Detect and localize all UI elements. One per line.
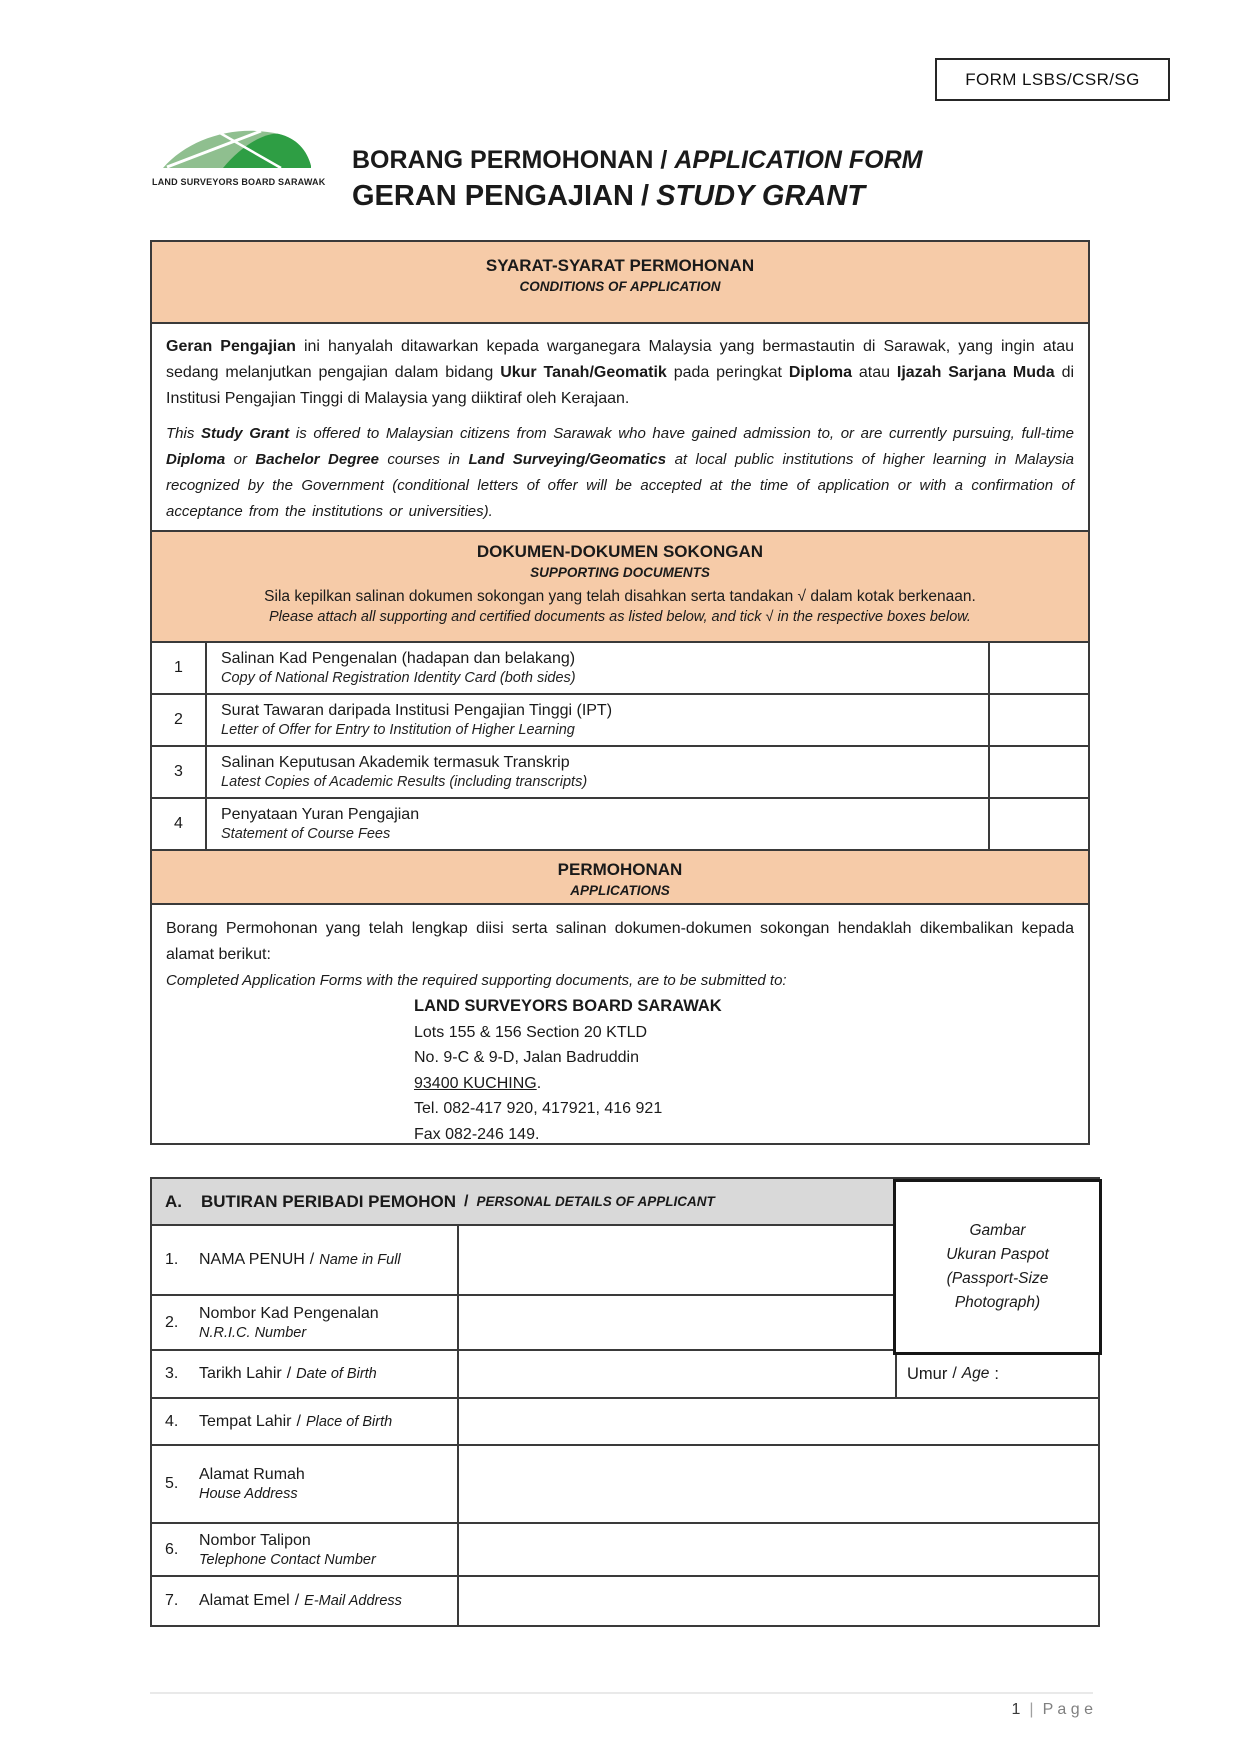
- photo-box-line1: Gambar: [969, 1222, 1026, 1239]
- lsbs-logo-icon: [161, 157, 313, 174]
- section-a-table: [150, 1177, 1100, 1627]
- field-label-text: Nombor Talipon Telephone Contact Number: [199, 1531, 376, 1568]
- document-row: [152, 693, 1088, 745]
- title1-my: BORANG PERMOHONAN: [352, 146, 654, 174]
- logo-caption: LAND SURVEYORS BOARD SARAWAK: [152, 177, 326, 187]
- form-title: [352, 146, 923, 213]
- document-checkbox-cell[interactable]: [990, 643, 1088, 693]
- document-desc-en: Copy of National Registration Identity Card (both sides): [221, 670, 576, 686]
- applications-body: [152, 903, 1088, 1143]
- section-a-title-en: PERSONAL DETAILS OF APPLICANT: [476, 1194, 715, 1209]
- field-label-text: Alamat Emel / E-Mail Address: [199, 1592, 402, 1609]
- section-a-index: A.: [165, 1191, 182, 1211]
- dob-input-cell[interactable]: [457, 1351, 895, 1397]
- section-a-title-my: BUTIRAN PERIBADI PEMOHON: [201, 1191, 457, 1211]
- document-desc-en: Statement of Course Fees: [221, 826, 391, 842]
- document-description: [207, 643, 990, 693]
- photo-box: [893, 1179, 1102, 1355]
- documents-instruction-my: Sila kepilkan salinan dokumen sokongan yang telah disahkan serta tandakan √ dalam kotak berkenaan.: [264, 588, 976, 605]
- title2-separator: /: [641, 180, 650, 212]
- field-label: [152, 1226, 457, 1294]
- address-name: LAND SURVEYORS BOARD SARAWAK: [414, 997, 722, 1015]
- field-label-text: NAMA PENUH / Name in Full: [199, 1251, 401, 1268]
- section-a-separator: /: [464, 1192, 469, 1210]
- applications-paragraph-en: Completed Application Forms with the required supporting documents, are to be submitted to:: [166, 972, 787, 989]
- address-fax: Fax 082-246 149.: [414, 1125, 540, 1143]
- field-row-dob: [152, 1349, 1098, 1397]
- field-number: 5.: [165, 1475, 179, 1492]
- footer-rule: [150, 1692, 1093, 1694]
- title1-separator: /: [660, 146, 668, 174]
- address-block: [414, 994, 1074, 1143]
- document-description: [207, 695, 990, 745]
- field-label-text: Tarikh Lahir / Date of Birth: [199, 1365, 377, 1382]
- document-row: [152, 745, 1088, 797]
- page-number: 1: [1011, 1701, 1021, 1718]
- document-checkbox-cell[interactable]: [990, 799, 1088, 849]
- address-line1: Lots 155 & 156 Section 20 KTLD: [414, 1023, 648, 1041]
- age-label-en: Age: [961, 1365, 990, 1382]
- age-separator: /: [952, 1365, 957, 1382]
- field-label: [152, 1577, 457, 1625]
- documents-title-en: SUPPORTING DOCUMENTS: [530, 565, 710, 580]
- field-label: [152, 1351, 457, 1397]
- field-row-email: [152, 1575, 1098, 1625]
- photo-box-line3: (Passport-Size: [946, 1270, 1049, 1287]
- form-code-text: FORM LSBS/CSR/SG: [965, 69, 1140, 89]
- page-footer: [150, 1692, 1093, 1719]
- applications-header: [152, 849, 1088, 903]
- photo-box-line4: Photograph): [954, 1294, 1041, 1311]
- documents-instruction-en: Please attach all supporting and certified documents as listed below, and tick √ in the respective boxes below.: [269, 609, 971, 625]
- field-number: 3.: [165, 1365, 179, 1382]
- document-checkbox-cell[interactable]: [990, 695, 1088, 745]
- document-desc-en: Latest Copies of Academic Results (including transcripts): [221, 774, 588, 790]
- field-label: [152, 1296, 457, 1349]
- title2-my: GERAN PENGAJIAN: [352, 180, 634, 212]
- applications-paragraph-my: Borang Permohonan yang telah lengkap diisi serta salinan dokumen-dokumen sokongan hendaklah dikembalikan kepada alamat berikut:: [166, 920, 1074, 963]
- field-label: [152, 1446, 457, 1522]
- field-row-phone: [152, 1522, 1098, 1575]
- field-number: 4.: [165, 1412, 179, 1430]
- address-tel: Tel. 082-417 920, 417921, 416 921: [414, 1100, 663, 1117]
- document-number: 4: [152, 799, 207, 849]
- title2-en: STUDY GRANT: [656, 180, 865, 212]
- document-row: [152, 797, 1088, 849]
- document-desc-my: Penyataan Yuran Pengajian: [221, 806, 420, 823]
- form-title-line2: [352, 180, 923, 213]
- birthplace-input-cell[interactable]: [457, 1399, 1098, 1444]
- conditions-header: [152, 242, 1088, 322]
- page-word: P a g e: [1042, 1701, 1093, 1718]
- field-number: 1.: [165, 1251, 179, 1268]
- field-label-text: Nombor Kad Pengenalan N.R.I.C. Number: [199, 1304, 379, 1341]
- house-address-input-cell[interactable]: [457, 1446, 1098, 1522]
- field-number: 2.: [165, 1313, 179, 1331]
- field-number: 7.: [165, 1592, 179, 1609]
- field-number: 6.: [165, 1540, 179, 1558]
- field-label: [152, 1399, 457, 1444]
- document-description: [207, 799, 990, 849]
- document-number: 3: [152, 747, 207, 797]
- lsbs-logo: [152, 124, 326, 187]
- phone-input-cell[interactable]: [457, 1524, 1098, 1575]
- age-label-my: Umur: [907, 1364, 948, 1383]
- footer-text: [150, 1701, 1093, 1719]
- documents-title-my: DOKUMEN-DOKUMEN SOKONGAN: [476, 542, 764, 561]
- document-desc-my: Salinan Kad Pengenalan (hadapan dan belakang): [221, 650, 576, 667]
- title1-en: APPLICATION FORM: [674, 146, 923, 174]
- conditions-title-en: CONDITIONS OF APPLICATION: [519, 279, 721, 294]
- email-input-cell[interactable]: [457, 1577, 1098, 1625]
- document-number: 1: [152, 643, 207, 693]
- document-row: [152, 641, 1088, 693]
- main-table: [150, 240, 1090, 1145]
- field-label: [152, 1524, 457, 1575]
- address-line2: No. 9-C & 9-D, Jalan Badruddin: [414, 1049, 639, 1066]
- conditions-paragraph-en: This Study Grant is offered to Malaysian citizens from Sarawak who have gained admission to, or are currently pursuing, full-time Diploma or Bachelor Degree courses in Land Surveying/Geomatics at local public institutions of higher learning in Malaysia recognized by the Government (conditional letters of offer will be accepted at the time of application or with a confirmation of acceptance from the institutions or universities).: [166, 425, 1074, 520]
- document-checkbox-cell[interactable]: [990, 747, 1088, 797]
- age-cell[interactable]: [895, 1351, 1102, 1397]
- form-code-box: [935, 58, 1170, 101]
- conditions-title-my: SYARAT-SYARAT PERMOHONAN: [485, 256, 755, 275]
- applications-title-my: PERMOHONAN: [557, 860, 683, 879]
- field-label-text: Alamat Rumah House Address: [199, 1466, 305, 1502]
- address-city: 93400 KUCHING.: [414, 1074, 542, 1092]
- applications-title-en: APPLICATIONS: [570, 883, 670, 898]
- footer-separator: |: [1029, 1701, 1034, 1718]
- document-desc-my: Salinan Keputusan Akademik termasuk Transkrip: [221, 754, 570, 771]
- age-colon: :: [994, 1364, 999, 1383]
- conditions-paragraph-my: Geran Pengajian ini hanyalah ditawarkan kepada warganegara Malaysia yang bermastautin di Sarawak, yang ingin atau sedang melanjutkan pengajian dalam bidang Ukur Tanah/Geomatik pada peringkat Diploma atau Ijazah Sarjana Muda di Institusi Pengajian Tinggi di Malaysia yang diiktiraf oleh Kerajaan.: [166, 338, 1075, 407]
- document-desc-my: Surat Tawaran daripada Institusi Pengajian Tinggi (IPT): [221, 702, 613, 719]
- conditions-body: [152, 322, 1088, 530]
- field-label-text: Tempat Lahir / Place of Birth: [199, 1412, 393, 1430]
- form-title-line1: [352, 146, 923, 175]
- document-desc-en: Letter of Offer for Entry to Institution of Higher Learning: [221, 722, 575, 738]
- documents-header: [152, 530, 1088, 641]
- photo-box-line2: Ukuran Paspot: [946, 1246, 1049, 1263]
- document-description: [207, 747, 990, 797]
- field-row-address: [152, 1444, 1098, 1522]
- document-number: 2: [152, 695, 207, 745]
- field-row-birthplace: [152, 1397, 1098, 1444]
